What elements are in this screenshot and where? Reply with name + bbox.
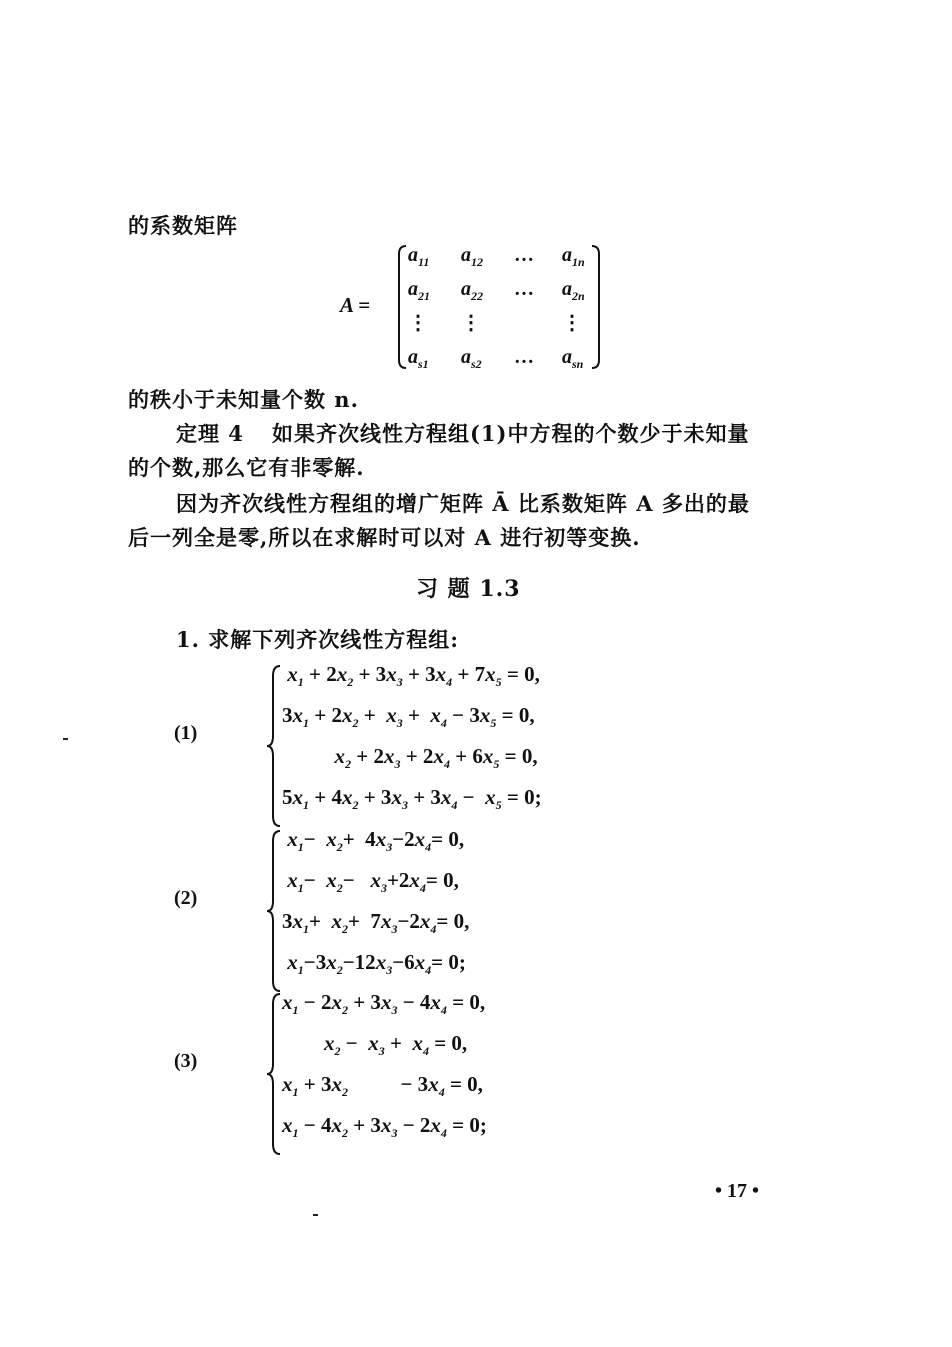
equation-line: $x_1 + 3x_2$ − $3x_4 = 0$, <box>282 1072 483 1100</box>
theorem-text-1: 如果齐次线性方程组(1)中方程的个数少于未知量 <box>272 421 750 446</box>
exercise-1-prompt: 1. 求解下列齐次线性方程组: <box>176 627 459 652</box>
matrix-entry: … <box>514 244 534 266</box>
equation-line: $x_2 + 2x_3 + 2x_4 + 6x_5 = 0$, <box>334 744 538 772</box>
equation-line: $x_1- x_2- x_3+2x_4= 0$, <box>287 868 459 896</box>
matrix-entry: $a_{22}$ <box>461 278 483 303</box>
equation-line: $x_1-3x_2-12x_3-6x_4= 0$; <box>287 950 466 978</box>
matrix-left-bracket <box>396 244 408 370</box>
matrix-entry: … <box>514 278 534 300</box>
matrix-entry: $a_{s1}$ <box>408 346 429 371</box>
matrix-entry: $a_{2n}$ <box>562 278 585 303</box>
system-brace <box>264 664 284 828</box>
matrix-lhs: A = <box>340 293 371 317</box>
equation-line: $x_1 + 2x_2 + 3x_3 + 3x_4 + 7x_5 = 0$, <box>287 662 540 690</box>
rank-line: 的秩小于未知量个数 n. <box>128 387 359 412</box>
system-label: (2) <box>174 887 198 909</box>
equation-line: $x_1 - 2x_2 + 3x_3 - 4x_4 = 0$, <box>282 990 486 1018</box>
matrix-entry: $a_{11}$ <box>408 244 430 269</box>
section-title: 习 题 1.3 <box>416 576 521 602</box>
matrix-entry: $a_{21}$ <box>408 278 430 303</box>
matrix-entry: ⋮ <box>408 312 428 334</box>
system-label: (3) <box>174 1050 198 1072</box>
matrix-entry: … <box>514 346 534 368</box>
matrix-entry: $a_{12}$ <box>461 244 483 269</box>
matrix-entry: $a_{1n}$ <box>562 244 585 269</box>
matrix-entry: $a_{s2}$ <box>461 346 482 371</box>
equation-line: $x_1- x_2+ 4x_3-2x_4= 0$, <box>287 827 465 855</box>
remark-line-1: 因为齐次线性方程组的增广矩阵 Ā 比系数矩阵 A 多出的最 <box>176 491 750 516</box>
matrix-right-bracket <box>590 244 602 370</box>
scan-mark <box>313 1214 318 1216</box>
equation-line: $x_2 - x_3 + x_4 = 0$, <box>324 1031 468 1059</box>
system-brace <box>264 992 284 1156</box>
equation-line: $5x_1 + 4x_2 + 3x_3 + 3x_4 - x_5 = 0$; <box>282 785 542 813</box>
matrix-entry: ⋮ <box>562 312 582 334</box>
equation-line: $3x_1+ x_2+ 7x_3-2x_4= 0$, <box>282 909 470 937</box>
system-label: (1) <box>174 722 198 744</box>
page-number: • 17 • <box>715 1180 760 1202</box>
matrix-entry: ⋮ <box>461 312 481 334</box>
equation-line: $x_1 - 4x_2 + 3x_3 - 2x_4 = 0$; <box>282 1113 487 1141</box>
remark-line-2: 后一列全是零,所以在求解时可以对 A 进行初等变换. <box>128 525 641 550</box>
matrix-entry: $a_{sn}$ <box>562 346 584 371</box>
intro-text: 的系数矩阵 <box>128 213 238 238</box>
theorem-label: 定理 4 <box>176 421 244 446</box>
theorem-text-2: 的个数,那么它有非零解. <box>128 455 365 480</box>
system-brace <box>264 829 284 993</box>
equation-line: $3x_1 + 2x_2 + x_3 + x_4 - 3x_5 = 0$, <box>282 703 535 731</box>
scan-mark <box>63 738 68 740</box>
